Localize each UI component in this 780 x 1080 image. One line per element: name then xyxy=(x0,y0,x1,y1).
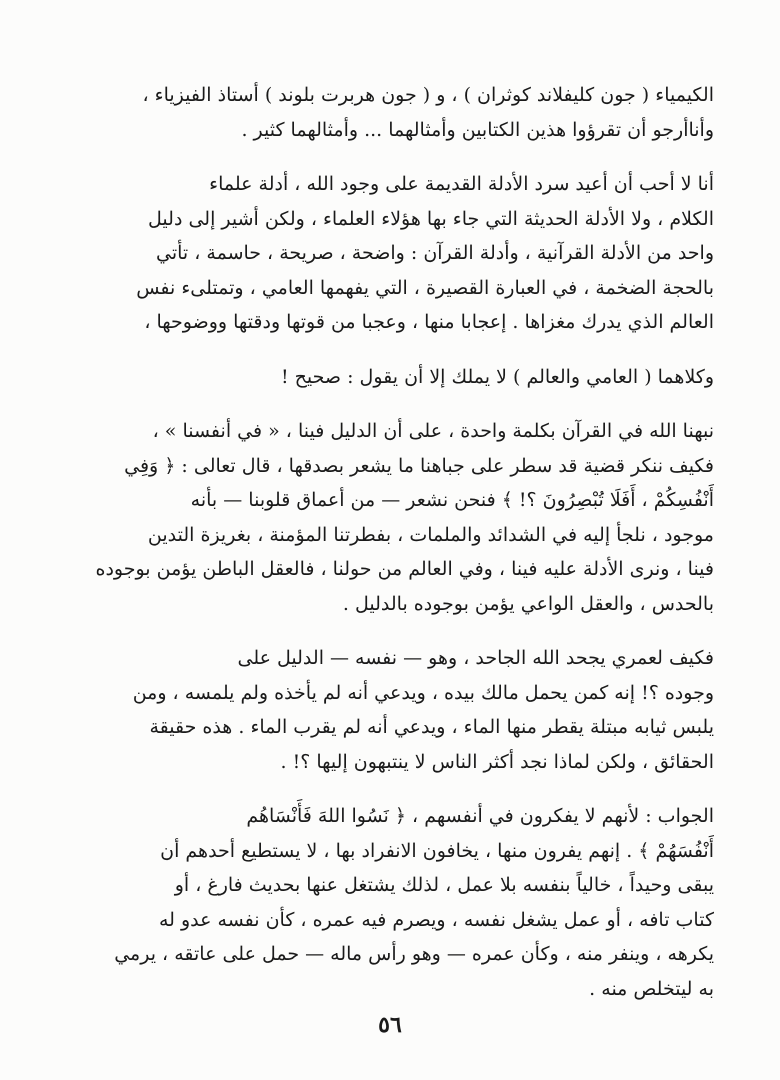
text-line: وأناأرجو أن تقرؤوا هذين الكتابين وأمثالهما ... وأمثالهما كثير . xyxy=(241,118,714,141)
paragraph-2 xyxy=(88,167,714,340)
paragraph-1 xyxy=(88,78,714,147)
text-line: الجواب : لأنهم لا يفكرون في أنفسهم ، ﴿ نَسُوا اللهَ فَأَنْسَاهُم xyxy=(246,805,714,827)
paragraph-5 xyxy=(88,641,714,779)
text-line: فكيف ننكر قضية قد سطر على جباهنا ما يشعر بصدقها ، قال تعالى : ﴿ وَفِي xyxy=(124,454,714,477)
text-line: بالحدس ، والعقل الواعي يؤمن بوجوده بالدليل . xyxy=(342,592,714,615)
text-line: يبقى وحيداً ، خالياً بنفسه بلا عمل ، لذلك يشتغل عنها بحديث فارغ ، أو xyxy=(174,874,714,896)
paragraph-4 xyxy=(88,414,714,621)
text-line: موجود ، نلجأ إليه في الشدائد والملمات ، بفطرتنا المؤمنة ، بغريزة التدين xyxy=(147,523,714,546)
paragraph-6 xyxy=(88,799,714,1006)
text-line: نبهنا الله في القرآن بكلمة واحدة ، على أن الدليل فينا ، « في أنفسنا » ، xyxy=(152,420,714,442)
text-line: كتاب تافه ، أو عمل يشغل نفسه ، ويصرم فيه عمره ، كأن نفسه عدو له xyxy=(158,908,714,931)
text-line: فكيف لعمري يجحد الله الجاحد ، وهو — نفسه — الدليل على xyxy=(237,647,714,669)
text-line: أَنْفُسِكُمْ ، أَفَلَا تُبْصِرُونَ ؟! ﴾ فنحن نشعر — من أعماق قلوبنا — بأنه xyxy=(190,489,714,511)
text-line: فينا ، ونرى الأدلة عليه فينا ، وفي العالم من حولنا ، فالعقل الباطن يؤمن بوجوده xyxy=(95,558,714,580)
text-line: الحقائق ، ولكن لماذا نجد أكثر الناس لا ينتبهون إليها ؟! . xyxy=(280,750,714,773)
page-number: ٥٦ xyxy=(378,1012,402,1038)
text-line: وكلاهما ( العامي والعالم ) لا يملك إلا أن يقول : صحيح ! xyxy=(280,365,714,388)
text-line: يلبس ثيابه مبتلة يقطر منها الماء ، ويدعي أنه لم يقرب الماء . هذه حقيقة xyxy=(149,716,714,738)
text-line: الكلام ، ولا الأدلة الحديثة التي جاء بها هؤلاء العلماء ، ولكن أشير إلى دليل xyxy=(148,207,714,230)
paragraph-3 xyxy=(88,360,714,395)
body-text xyxy=(88,78,714,1026)
text-line: يكرهه ، وينفر منه ، وكأن عمره — وهو رأس ماله — حمل على عاتقه ، يرمي xyxy=(114,943,714,965)
text-line: أنا لا أحب أن أعيد سرد الأدلة القديمة على وجود الله ، أدلة علماء xyxy=(209,173,714,195)
text-line: الكيمياء ( جون كليفلاند كوثران ) ، و ( جون هربرت بلوند ) أستاذ الفيزياء ، xyxy=(142,84,714,106)
text-line: وجوده ؟! إنه كمن يحمل مالك بيده ، ويدعي أنه لم يأخذه ولم يلمسه ، ومن xyxy=(132,681,714,704)
text-line: واحد من الأدلة القرآنية ، وأدلة القرآن : واضحة ، صريحة ، حاسمة ، تأتي xyxy=(155,242,714,264)
text-line: به ليتخلص منه . xyxy=(589,977,714,1000)
text-line: بالحجة الضخمة ، في العبارة القصيرة ، التي يفهمها العامي ، وتمتلىء نفس xyxy=(136,276,714,299)
text-line: العالم الذي يدرك مغزاها . إعجابا منها ، وعجبا من قوتها ودقتها ووضوحها ، xyxy=(144,311,714,333)
text-line: أَنْفُسَهُمْ ﴾ . إنهم يفرون منها ، يخافون الانفراد بها ، لا يستطيع أحدهم أن xyxy=(160,839,714,862)
